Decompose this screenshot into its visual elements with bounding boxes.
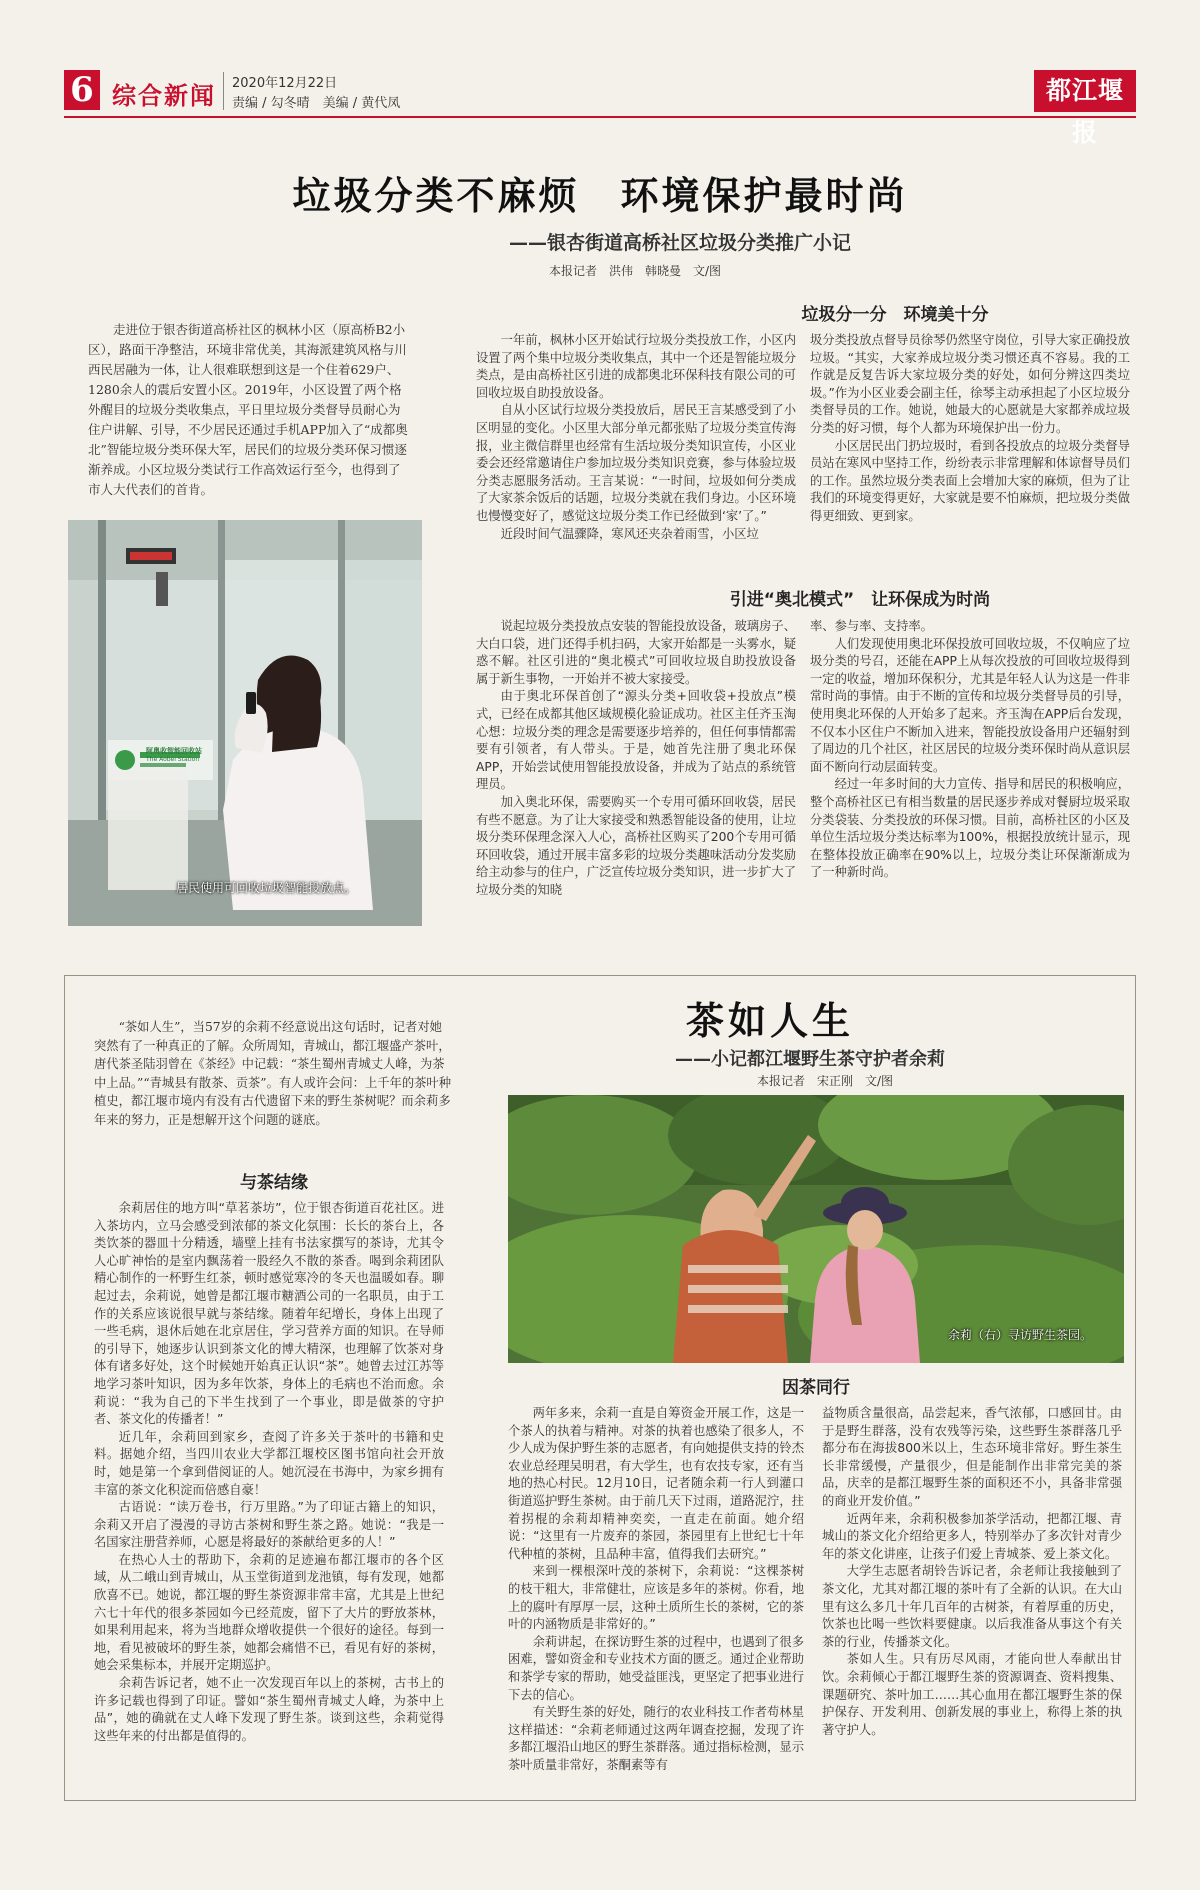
story2-section2-col1 (508, 1405, 804, 1797)
story1-photo-caption: 居民使用可回收垃圾智能投放点。 (176, 881, 357, 895)
story2-section1-heading: 与茶结缘 (240, 1173, 308, 1193)
story2-section1-text (94, 1200, 444, 1796)
paragraph: 近两年来，余莉积极参加茶学活动，把都江堰、青城山的茶文化介绍给更多人，特别举办了多次针对青少年的茶文化讲座，让孩子们爱上青城茶、爱上茶文化。 (822, 1511, 1122, 1561)
paragraph: 近几年，余莉回到家乡，查阅了许多关于茶叶的书籍和史料。据她介绍，当四川农业大学都江堰校区图书馆向社会开放时，她是第一个拿到借阅证的人。她沉浸在书海中，为家乡拥有丰富的茶文化积淀而倍感自豪！ (94, 1429, 444, 1497)
story1-section2-heading: 引进“奥北模式” 让环保成为时尚 (729, 590, 991, 610)
story2-photo (508, 1095, 1124, 1363)
paragraph: 人们发现使用奥北环保投放可回收垃圾，不仅响应了垃圾分类的号召，还能在APP上从每次投放的可回收垃圾得到一定的收益，增加环保积分，尤其是年轻人认为这是一件非常时尚的事情。由于不断的宣传和垃圾分类督导员的引导，使用奥北环保的人开始多了起来。齐玉淘在APP后台发现，不仅本小区住户不断加入进来，智能投放设备用户还辐射到了周边的几个社区，社区居民的垃圾分类环保时尚从意识层面不断向行动层面转变。 (810, 636, 1130, 774)
story1-photo (68, 520, 422, 926)
paragraph: 益物质含量很高，品尝起来，香气浓郁，口感回甘。由于是野生群落，没有农残等污染，这些野生茶群落几乎都分布在海拔800米以上，生态环境非常好。野生茶生长非常缓慢，产量很少，但是能制作出非常完美的茶品，庆幸的是都江堰野生茶的面积还不小，具备非常强的商业开发价值。” (822, 1406, 1122, 1508)
story2-section2-heading: 因茶同行 (782, 1378, 850, 1398)
paragraph: 茶如人生。只有历尽风雨，才能向世人奉献出甘饮。余莉倾心于都江堰野生茶的资源调查、资料搜集、课题研究、茶叶加工……其心血用在都江堰野生茶的保护保存、开发利用、创新发展的事业上，称得上茶的执著守护人。 (822, 1652, 1122, 1737)
station-sign-text-en: The Aobei Station (146, 756, 200, 763)
story1-subheadline: ——银杏街道高桥社区垃圾分类推广小记 (508, 232, 851, 254)
header-divider (223, 72, 224, 110)
tea-garden-illustration (508, 1095, 1124, 1363)
story1-section1-heading: 垃圾分一分 环境美十分 (801, 305, 989, 325)
paragraph: 来到一棵根深叶茂的茶树下，余莉说：“这棵茶树的枝干粗大，非常健壮，应该是多年的茶树。你看，地上的腐叶有厚厚一层，这种土质所生长的茶树，它的茶叶的内涵物质是非常好的。” (508, 1564, 804, 1632)
story2-lead (94, 1018, 454, 1130)
paragraph: 余莉讲起，在探访野生茶的过程中，也遇到了很多困难，譬如资金和专业技术方面的匮乏。通过企业帮助和茶学专家的帮助，她受益匪浅，更坚定了把事业进行下去的信心。 (508, 1634, 804, 1702)
editors-credit: 责编 / 勾冬晴 美编 / 黄代凤 (232, 96, 401, 111)
newspaper-logo: 都江堰报 (1034, 70, 1136, 112)
story1-section2-col2 (810, 618, 1130, 918)
paragraph: 率、参与率、支持率。 (810, 619, 933, 633)
station-sign-text: 阿奥收智能回收站 (146, 747, 202, 755)
paragraph: 圾分类投放点督导员徐琴仍然坚守岗位，引导大家正确投放垃圾。“其实，大家养成垃圾分类习惯还真不容易。我的工作就是反复告诉大家垃圾分类的好处，如何分辨这四类垃圾。”作为小区业委会副主任，徐琴主动承担起了小区垃圾分类督导员的工作。她说，她最大的心愿就是大家都养成垃圾分类的好习惯，每个人都为环境保护出一份力。 (810, 333, 1130, 435)
story1-lead (88, 320, 408, 500)
paragraph: 在热心人士的帮助下，余莉的足迹遍布都江堰市的各个区域，从二峨山到青城山，从玉堂街道到龙池镇，每有发现，她都欣喜不已。她说，都江堰的野生茶资源非常丰富，尤其是上世纪六七十年代的很多茶园如今已经荒废，留下了大片的野放茶林，如果利用起来，将为当地群众增收提供一个很好的途径。每到一地，看见被破坏的野生茶，她都会痛惜不已，看见有好的茶树，她会采集标本，并展开定期巡护。 (94, 1552, 444, 1673)
paragraph: 自从小区试行垃圾分类投放后，居民王言某感受到了小区明显的变化。小区里大部分单元都张贴了垃圾分类宣传海报，业主微信群里也经常有生活垃圾分类知识宣传，小区业委会还经常邀请住户参加垃圾分类知识竞赛，参与体验垃圾分类志愿服务活动。王言某说：“一时间，垃圾如何分类成了大家茶余饭后的话题，垃圾分类就在我们身边。小区环境也慢慢变好了，感觉这垃圾分类工作已经做到‘家’了。” (476, 403, 796, 523)
story2-section2-col2 (822, 1405, 1122, 1797)
header-rule (64, 116, 1136, 118)
recycling-station-illustration (68, 520, 422, 926)
story1-headline: 垃圾分类不麻烦 环境保护最时尚 (292, 173, 908, 218)
page-number: 6 (64, 70, 100, 110)
paragraph: 小区居民出门扔垃圾时，看到各投放点的垃圾分类督导员站在寒风中坚持工作，纷纷表示非常理解和体谅督导员们的工作。虽然垃圾分类表面上会增加大家的麻烦，但为了让我们的环境变得更好，大家就是要不怕麻烦，把垃圾分类做得更细致、更到家。 (810, 438, 1130, 523)
paragraph: 大学生志愿者胡铃告诉记者，余老师让我接触到了茶文化，尤其对都江堰的茶叶有了全新的认识。在大山里有这么多几十年几百年的古树茶，有着厚重的历史，饮茶也比喝一些饮料要健康。以后我准备从事这个有关茶的行业，传播茶文化。 (822, 1564, 1122, 1649)
story1-lead-text: 走进位于银杏街道高桥社区的枫林小区（原高桥B2小区），路面干净整洁，环境非常优美，其海派建筑风格与川西民居融为一体，让人很难联想到这是一个住着629户、1280余人的震后安置小区。2019年，小区设置了两个格外醒目的垃圾分类收集点，平日里垃圾分类督导员耐心为住户讲解、引导，不少居民还通过手机APP加入了“成都奥北”智能垃圾分类环保大军，居民们的垃圾分类环保习惯逐渐养成。小区垃圾分类试行工作高效运行至今，也得到了市人大代表们的首肯。 (88, 322, 408, 497)
paragraph: 余莉居住的地方叫“草茗茶坊”，位于银杏街道百花社区。进入茶坊内，立马会感受到浓郁的茶文化氛围：长长的茶台上，各类饮茶的器皿十分精透，墙壁上挂有书法家撰写的茶诗，尤其令人心旷神怡的是室内飘荡着一股经久不散的茶香。喝到余莉团队精心制作的一杯野生红茶，顿时感觉寒冷的冬天也温暖如春。聊起过去，余莉说，她曾是都江堰市糖酒公司的一名职员，由于工作的关系应该说很早就与茶结缘。随着年纪增长，身体上出现了一些毛病，退休后她在北京居住，学习营养方面的知识。在导师的引导下，她逐步认识到茶文化的博大精深，也理解了饮茶对身体有诸多好处，这个时候她开始真正认识“茶”。她曾去过江苏等地学习茶叶知识，因为多年饮茶，身体上的毛病也不治而愈。余莉说：“我为自己的下半生找到了一个事业，即是做茶的守护者、茶文化的传播者！” (94, 1201, 444, 1427)
story2-subheadline: ——小记都江堰野生茶守护者余莉 (675, 1049, 945, 1070)
paragraph: 说起垃圾分类投放点安装的智能投放设备，玻璃房子、大白口袋，进门还得手机扫码，大家开始都是一头雾水，疑惑不解。社区引进的“奥北模式”可回收垃圾自助投放设备属于新生事物，一开始并不被大家接受。 (476, 619, 796, 686)
story1-byline: 本报记者 洪伟 韩晓曼 文/图 (548, 264, 722, 278)
paragraph: 加入奥北环保，需要购买一个专用可循环回收袋，居民有些不愿意。为了让大家接受和熟悉智能设备的使用，让垃圾分类环保理念深入人心，高桥社区购买了200个专用可循环回收袋，通过开展丰富多彩的垃圾分类趣味活动分发奖励给主动参与的住户，广泛宣传垃圾分类知识，进一步扩大了垃圾分类的知晓 (476, 794, 796, 897)
section-name: 综合新闻 (112, 82, 216, 110)
story2-headline: 茶如人生 (685, 998, 854, 1043)
paragraph: 有关野生茶的好处，随行的农业科技工作者苟林星这样描述：“余莉老师通过这两年调查挖掘，发现了许多都江堰沿山地区的野生茶群落。通过指标检测，显示茶叶质量非常好，茶酮素等有 (508, 1705, 804, 1772)
story1-section2-col1 (476, 618, 796, 928)
paragraph: 经过一年多时间的大力宣传、指导和居民的积极响应，整个高桥社区已有相当数量的居民逐步养成对餐厨垃圾采取分类袋装、分类投放的环保习惯。目前，高桥社区的小区及单位生活垃圾分类达标率为100%，根据投放统计显示，现在整体投放正确率在90%以上，垃圾分类让环保渐渐成为了一种新时尚。 (810, 777, 1130, 880)
story2-byline: 本报记者 宋正刚 文/图 (756, 1074, 894, 1088)
story2-lead-text: “茶如人生”，当57岁的余莉不经意说出这句话时，记者对她突然有了一种真正的了解。众所周知，青城山，都江堰盛产茶叶，唐代茶圣陆羽曾在《茶经》中记载：“茶生蜀州青城丈人峰，为茶中上品。”“青城县有散茶、贡茶”。有人或许会问：上千年的茶叶种植史，都江堰市境内有没有古代遗留下来的野生茶树呢？而余莉多年来的努力，正是想解开这个问题的谜底。 (94, 1020, 452, 1127)
issue-date: 2020年12月22日 (232, 76, 338, 91)
story1-section1-col2 (810, 332, 1130, 562)
story2-photo-caption: 余莉（右）寻访野生茶园。 (947, 1328, 1092, 1342)
story1-section1-col1 (476, 332, 796, 572)
paragraph: 由于奥北环保首创了“源头分类+回收袋+投放点”模式，已经在成都其他区域规模化验证成功。社区主任齐玉淘心想：垃圾分类的理念是需要逐步培养的，但任何事情都需要有引领者，有人带头。于是，她首先注册了奥北环保APP，开始尝试使用智能投放设备，并成为了站点的系统管理员。 (476, 689, 796, 792)
paragraph: 近段时间气温骤降，寒风还夹杂着雨雪，小区垃 (500, 526, 759, 541)
paragraph: 一年前，枫林小区开始试行垃圾分类投放工作，小区内设置了两个集中垃圾分类收集点，其中一个还是智能垃圾分类点，是由高桥社区引进的成都奥北环保科技有限公司的可回收垃圾自助投放设备。 (476, 333, 796, 400)
paragraph: 两年多来，余莉一直是自筹资金开展工作，这是一个茶人的执着与精神。对茶的执着也感染了很多人，不少人成为保护野生茶的志愿者，有向她提供支持的铃杰农业总经理吴明君，有大学生，也有农技专家，还有当地的热心村民。12月10日，记者随余莉一行人到灌口街道巡护野生茶树。由于前几天下过雨，道路泥泞，拄着拐棍的余莉却精神奕奕，一直走在前面。她介绍说：“这里有一片废弃的茶园，茶园里有上世纪七十年代种植的茶树，且品种丰富，值得我们去研究。” (508, 1406, 804, 1561)
paragraph: 古语说：“读万卷书，行万里路。”为了印证古籍上的知识，余莉又开启了漫漫的寻访古茶树和野生茶之路。她说：“我是一名国家注册营养师，心愿是将最好的茶献给更多的人！” (94, 1500, 444, 1550)
paragraph: 余莉告诉记者，她不止一次发现百年以上的茶树，古书上的许多记载也得到了印证。譬如“茶生蜀州青城丈人峰，为茶中上品”，她的确就在丈人峰下发现了野生茶。谈到这些，余莉觉得这些年来的付出都是值得的。 (94, 1676, 444, 1743)
